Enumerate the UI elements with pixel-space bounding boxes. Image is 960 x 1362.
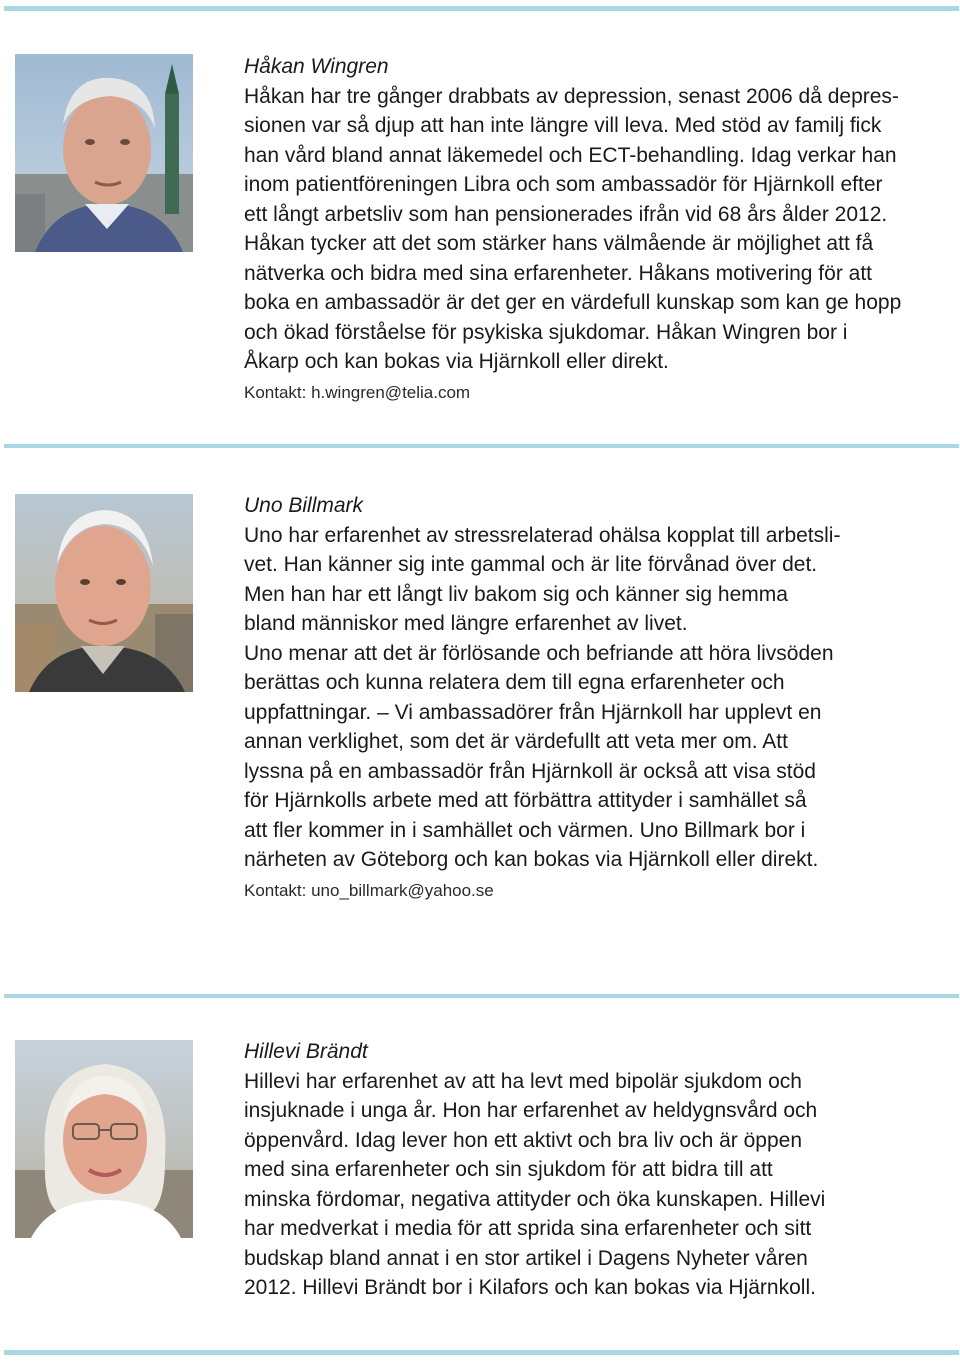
bio-line: vet. Han känner sig inte gammal och är lite förvånad över det. — [244, 553, 818, 576]
bio-line: nätverka och bidra med sina erfarenheter. Håkans motivering för att — [244, 261, 872, 285]
bio-line: att fler kommer in i samhället och värmen. Uno Billmark bor i — [244, 818, 806, 842]
person-entry — [244, 1037, 944, 1303]
bio-line: har medverkat i media för att sprida sina erfarenheter och sitt — [244, 1217, 812, 1240]
bio-line: Åkarp och kan bokas via Hjärnkoll eller direkt. — [244, 350, 669, 373]
person-name: Hillevi Brändt — [244, 1040, 368, 1063]
bio-line: Men han har ett långt liv bakom sig och känner sig hemma — [244, 582, 788, 606]
person-name: Uno Billmark — [244, 494, 364, 517]
contact-email[interactable]: Kontakt: uno_billmark@yahoo.se — [244, 880, 494, 900]
bio-line: Uno menar att det är förlösande och befriande att höra livsöden — [244, 641, 834, 665]
person-name: Håkan Wingren — [244, 55, 389, 78]
bio-line: annan verklighet, som det är värdefullt att veta mer om. Att — [244, 730, 788, 753]
bio-line: uppfattningar. – Vi ambassadörer från Hjärnkoll har upplevt en — [244, 700, 822, 724]
bio-line: med sina erfarenheter och sin sjukdom för att bidra till att — [244, 1158, 773, 1181]
portrait-hillevi-brandt — [15, 1040, 193, 1238]
bio-line: berättas och kunna relatera dem till egna erfarenheter och — [244, 671, 785, 694]
bio-line: insjuknade i unga år. Hon har erfarenhet av heldygnsvård och — [244, 1099, 818, 1122]
bio-line: och ökad förståelse för psykiska sjukdomar. Håkan Wingren bor i — [244, 320, 848, 344]
bio-line: Håkan tycker att det som stärker hans välmående är möjlighet att få — [244, 232, 874, 255]
bio-line: ett långt arbetsliv som han pensionerades ifrån vid 68 års ålder 2012. — [244, 202, 888, 226]
section-divider — [4, 444, 959, 448]
bio-line: Håkan har tre gånger drabbats av depression, senast 2006 då depres- — [244, 84, 899, 108]
person-entry — [244, 491, 944, 902]
bio-line: inom patientföreningen Libra och som ambassadör för Hjärnkoll efter — [244, 173, 883, 196]
bio-line: minska fördomar, negativa attityder och öka kunskapen. Hillevi — [244, 1187, 826, 1211]
bio-line: närheten av Göteborg och kan bokas via Hjärnkoll eller direkt. — [244, 848, 819, 871]
bio-line: 2012. Hillevi Brändt bor i Kilafors och kan bokas via Hjärnkoll. — [244, 1276, 816, 1299]
contact-email[interactable]: Kontakt: h.wingren@telia.com — [244, 382, 471, 402]
bio-line: sionen var så djup att han inte längre vill leva. Med stöd av familj fick — [244, 114, 882, 137]
person-entry — [244, 52, 944, 404]
bio-line: Hillevi har erfarenhet av att ha levt med bipolär sjukdom och — [244, 1069, 802, 1093]
bio-line: lyssna på en ambassadör från Hjärnkoll är också att visa stöd — [244, 759, 816, 783]
bio-line: Uno har erfarenhet av stressrelaterad ohälsa kopplat till arbetsli- — [244, 523, 841, 547]
bio-line: han vård bland annat läkemedel och ECT-behandling. Idag verkar han — [244, 143, 897, 167]
bio-line: bland människor med längre erfarenhet av livet. — [244, 612, 688, 635]
bio-line: boka en ambassadör är det ger en värdefull kunskap som kan ge hopp — [244, 291, 902, 314]
top-divider — [4, 6, 959, 11]
section-divider — [4, 994, 959, 998]
bio-line: för Hjärnkolls arbete med att förbättra attityder i samhället så — [244, 789, 807, 812]
bio-line: öppenvård. Idag lever hon ett aktivt och bra liv och är öppen — [244, 1128, 803, 1152]
bottom-divider — [4, 1350, 959, 1355]
portrait-uno-billmark — [15, 494, 193, 692]
bio-line: budskap bland annat i en stor artikel i Dagens Nyheter våren — [244, 1246, 808, 1270]
portrait-hakan-wingren — [15, 54, 193, 252]
